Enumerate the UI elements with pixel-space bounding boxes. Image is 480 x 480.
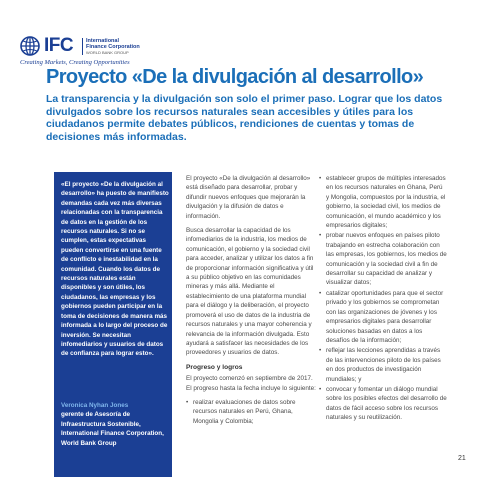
bullet-icon: • (319, 385, 322, 393)
list-item-text: catalizar oportunidades para que el sector privado y los gobiernos se comprometan con las organizaciones de jóvenes y los empresarios digitales para desarrollar soluciones basadas en datos a los desafíos de la información; (326, 289, 444, 344)
list-item (319, 289, 447, 345)
quote-attribution (61, 401, 169, 448)
bullet-icon: • (319, 232, 322, 240)
paragraph: El proyecto «De la divulgación al desarrollo» está diseñado para desarrollar, probar y difundir nuevos enfoques que mejorarán la divulgación y la difusión de datos e información. (186, 175, 311, 220)
list-item-text: reflejar las lecciones aprendidas a través de las intervenciones piloto de los países en dos productos de investigación mundiales; y (326, 347, 441, 383)
page-title: Proyecto «De la divulgación al desarrollo» (46, 66, 424, 88)
bullet-icon: • (319, 289, 322, 297)
bullet-list (186, 398, 316, 426)
logo-org-name (86, 38, 140, 56)
list-item (319, 174, 447, 230)
logo-line-3: WORLD BANK GROUP (86, 50, 129, 55)
list-item (319, 346, 447, 384)
list-item-text: establecer grupos de múltiples interesados en los recursos naturales en Ghana, Perú y Mongolia, compuestos por la industria, el gobierno, la sociedad civil, los medios de comunicación, el mundo académico y los empresarios digitales; (326, 175, 446, 230)
lead-paragraph: La transparencia y la divulgación son solo el primer paso. Lograr que los datos divulgados sobre los recursos naturales sean accesibles y útiles para los ciudadanos permite debates públicos, rendiciones de cuentas y tomas de decisiones más informadas. (46, 93, 443, 143)
logo-line-2: Finance Corporation (86, 44, 140, 50)
bullet-list (319, 174, 447, 423)
paragraph: Busca desarrollar la capacidad de los infomediarios de la industria, los medios de comunicación, el gobierno y la sociedad civil para acceder, analizar y utilizar los datos a fin de proporcionar información significativa y útil a su público objetivo en las comunidades mineras y más allá. Mediante el establecimiento de una plataforma mundial para el diálogo y la deliberación, el proyecto promoverá el uso de datos de la industria de recursos naturales y una mayor coherencia y relevancia de la información divulgada. Esto ayudará a satisfacer las necesidades de los proveedores y usuarios de datos. (186, 227, 314, 357)
bullet-icon: • (186, 398, 189, 406)
paragraph: El proyecto comenzó en septiembre de 2017. El progreso hasta la fecha incluye lo siguiente: (186, 375, 316, 392)
list-item (186, 398, 316, 426)
logo-tagline: Creating Markets, Creating Opportunities (20, 59, 130, 66)
list-item-text: probar nuevos enfoques en países piloto trabajando en estrecha colaboración con las empresas, los gobiernos, los medios de comunicación y la sociedad civil a fin de desarrollar su capacidad de analizar y visualizar datos; (326, 232, 447, 287)
attribution-role: gerente de Asesoría de Infraestructura Sostenible, International Finance Corporation, World Bank Group (61, 411, 164, 447)
sidebar-quote: «El proyecto «De la divulgación al desarrollo» ha puesto de manifiesto demandas cada vez más diversas relacionadas con la transparencia de datos en la gestión de los recursos naturales. Si no se cumplen, estas expectativas pueden convertirse en una fuente de conflicto e inestabilidad en la comunidad. Cuando los datos de recursos naturales están disponibles y son útiles, los ciudadanos, las empresas y los gobiernos pueden participar en la toma de decisiones de manera más informada a lo largo del proceso de inversión. Se necesitan infomediarios y usuarios de datos de confianza para lograr esto». (61, 181, 169, 358)
quote-sidebar (54, 172, 172, 477)
bullet-icon: • (319, 175, 322, 182)
text-column-1 (186, 174, 316, 427)
page-number: 21 (458, 455, 466, 462)
list-item (319, 385, 447, 423)
logo-acronym: IFC (44, 35, 74, 56)
list-item-text: realizar evaluaciones de datos sobre recursos naturales en Perú, Ghana, Mongolia y Colombia; (193, 398, 296, 425)
list-item-text: convocar y fomentar un diálogo mundial sobre los posibles efectos del desarrollo de datos de fácil acceso sobre los recursos naturales y su reutilización. (326, 385, 447, 422)
bullet-icon: • (319, 347, 322, 355)
text-column-2 (319, 174, 447, 424)
logo-divider (82, 38, 83, 55)
list-item (319, 231, 447, 287)
world-bank-globe-icon (20, 36, 40, 56)
ifc-logo (20, 36, 160, 66)
attribution-name: Veronica Nyhan Jones (61, 402, 129, 409)
section-heading: Progreso y logros (186, 363, 243, 371)
logo-line-1: International (86, 38, 120, 44)
